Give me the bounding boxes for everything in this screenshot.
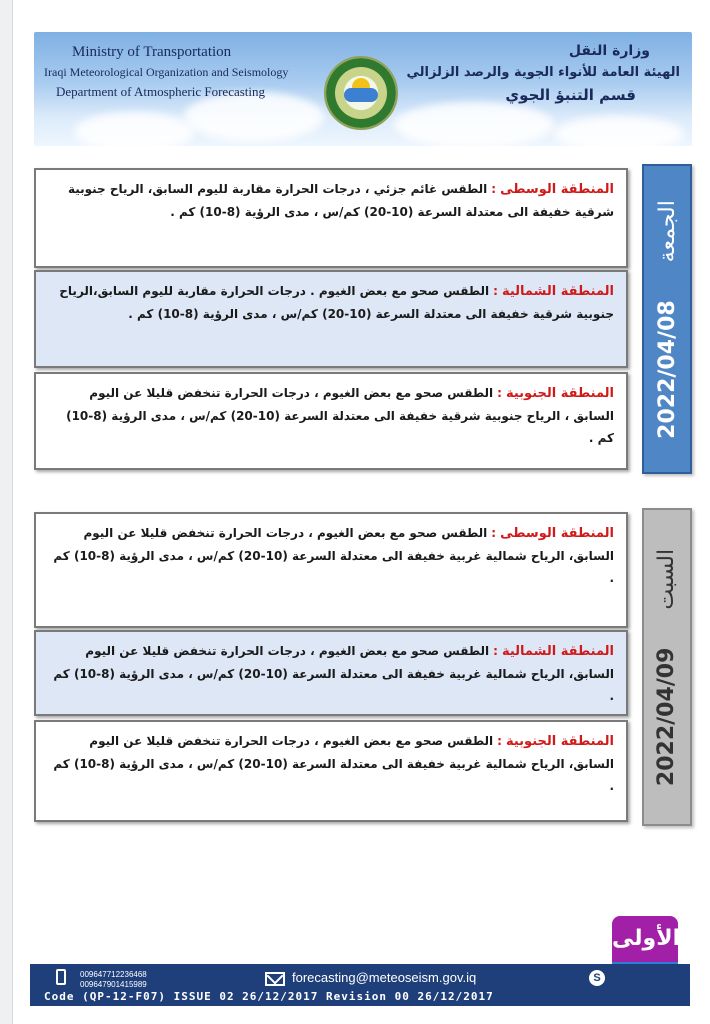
- skype-icon[interactable]: S: [589, 970, 605, 986]
- region-forecast-text: الطقس صحو مع بعض الغيوم ، درجات الحرارة تنخفض قليلا عن اليوم السابق ، الرياح جنوبية شرقية خفيفة الى معتدلة السرعة (10-20) كم/س ، مدى الرؤية (8-10) كم .: [66, 386, 614, 445]
- region-separator: :: [497, 386, 502, 400]
- contact-email[interactable]: forecasting@meteoseism.gov.iq: [292, 970, 477, 985]
- watermark-brand: الأولى: [612, 916, 678, 962]
- region-name: المنطقة الشمالية: [501, 644, 614, 659]
- region-forecast-card: [34, 270, 628, 368]
- region-separator: :: [493, 644, 498, 658]
- region-name: المنطقة الجنوبية: [505, 386, 614, 401]
- region-forecast-text: الطقس صحو مع بعض الغيوم ، درجات الحرارة تنخفض قليلا عن اليوم السابق، الرياح شمالية غربية خفيفة الى معتدلة السرعة (10-20) كم/س ، مدى الرؤية (8-10) كم .: [53, 734, 614, 793]
- date-value: 2022/04/09: [654, 647, 680, 786]
- region-separator: :: [491, 526, 497, 540]
- region-forecast-text: الطقس صحو مع بعض الغيوم ، درجات الحرارة تنخفض قليلا عن اليوم السابق، الرياح شمالية غربية خفيفة الى معتدلة السرعة (10-20) كم/س ، مدى الرؤية (8-10) كم .: [53, 644, 614, 703]
- region-forecast-card: [34, 720, 628, 822]
- forecast-day-panel: [34, 164, 692, 474]
- phone-icon: [56, 969, 66, 985]
- region-forecast-text: الطقس صحو مع بعض الغيوم . درجات الحرارة مقاربة لليوم السابق،الرياح جنوبية شرقية خفيفة الى معتدلة السرعة (10-20) كم/س ، مدى الرؤية (8-10) كم .: [59, 284, 614, 321]
- region-name: المنطقة الشمالية: [501, 284, 614, 299]
- region-name: المنطقة الوسطى: [500, 182, 614, 197]
- footer-bar: [30, 964, 690, 1006]
- page-left-edge: [0, 0, 13, 1024]
- date-label: [655, 548, 680, 785]
- ministry-name: Ministry of Transportation: [72, 44, 232, 60]
- header-english: [44, 42, 288, 102]
- cloud-decoration: [74, 112, 194, 146]
- meteorology-logo-icon: [324, 56, 398, 130]
- region-separator: :: [491, 182, 497, 196]
- organization-name-ar: الهيئة العامة للأنواء الجوية والرصد الزلزالي: [406, 65, 680, 80]
- region-separator: :: [493, 284, 498, 298]
- date-tab: [642, 164, 692, 474]
- region-forecast-card: [34, 630, 628, 716]
- phone-number: 009647712236468: [80, 970, 147, 979]
- date-tab: [642, 508, 692, 826]
- region-separator: :: [497, 734, 502, 748]
- region-forecast-text: الطقس صحو مع بعض الغيوم ، درجات الحرارة تنخفض قليلا عن اليوم السابق، الرياح شمالية غربية خفيفة الى معتدلة السرعة (10-20) كم/س ، مدى الرؤية (8-10) كم .: [53, 526, 614, 585]
- cloud-decoration: [394, 102, 554, 146]
- phone-number: 009647901415989: [80, 980, 147, 989]
- document-code-line: Code (QP-12-F07) ISSUE 02 26/12/2017 Revision 00 26/12/2017: [44, 990, 494, 1003]
- region-forecast-card: [34, 168, 628, 268]
- phone-numbers: [80, 970, 147, 990]
- region-forecast-card: [34, 512, 628, 628]
- day-name: السبت: [654, 548, 680, 610]
- date-label: [655, 200, 680, 439]
- region-name: المنطقة الجنوبية: [505, 734, 614, 749]
- mail-icon: [265, 972, 285, 986]
- ministry-name-ar: وزارة النقل: [568, 43, 650, 59]
- cloud-icon: [344, 88, 378, 102]
- cloud-decoration: [554, 116, 684, 146]
- header-arabic: [406, 40, 680, 106]
- region-forecast-text: الطقس غائم جزئي ، درجات الحرارة مقاربة لليوم السابق، الرياح جنوبية شرقية خفيفة الى معتدلة السرعة (10-20) كم/س ، مدى الرؤية (8-10) كم .: [67, 182, 614, 219]
- organization-name: Iraqi Meteorological Organization and Seismology: [44, 65, 289, 79]
- forecast-day-panel: [34, 508, 692, 826]
- date-value: 2022/04/08: [654, 299, 680, 439]
- department-name-ar: قسم التنبؤ الجوي: [505, 86, 636, 104]
- region-name: المنطقة الوسطى: [500, 526, 614, 541]
- department-name: Department of Atmospheric Forecasting: [56, 84, 266, 99]
- header-banner: [34, 32, 692, 146]
- region-forecast-card: [34, 372, 628, 470]
- day-name: الجمعة: [654, 199, 680, 262]
